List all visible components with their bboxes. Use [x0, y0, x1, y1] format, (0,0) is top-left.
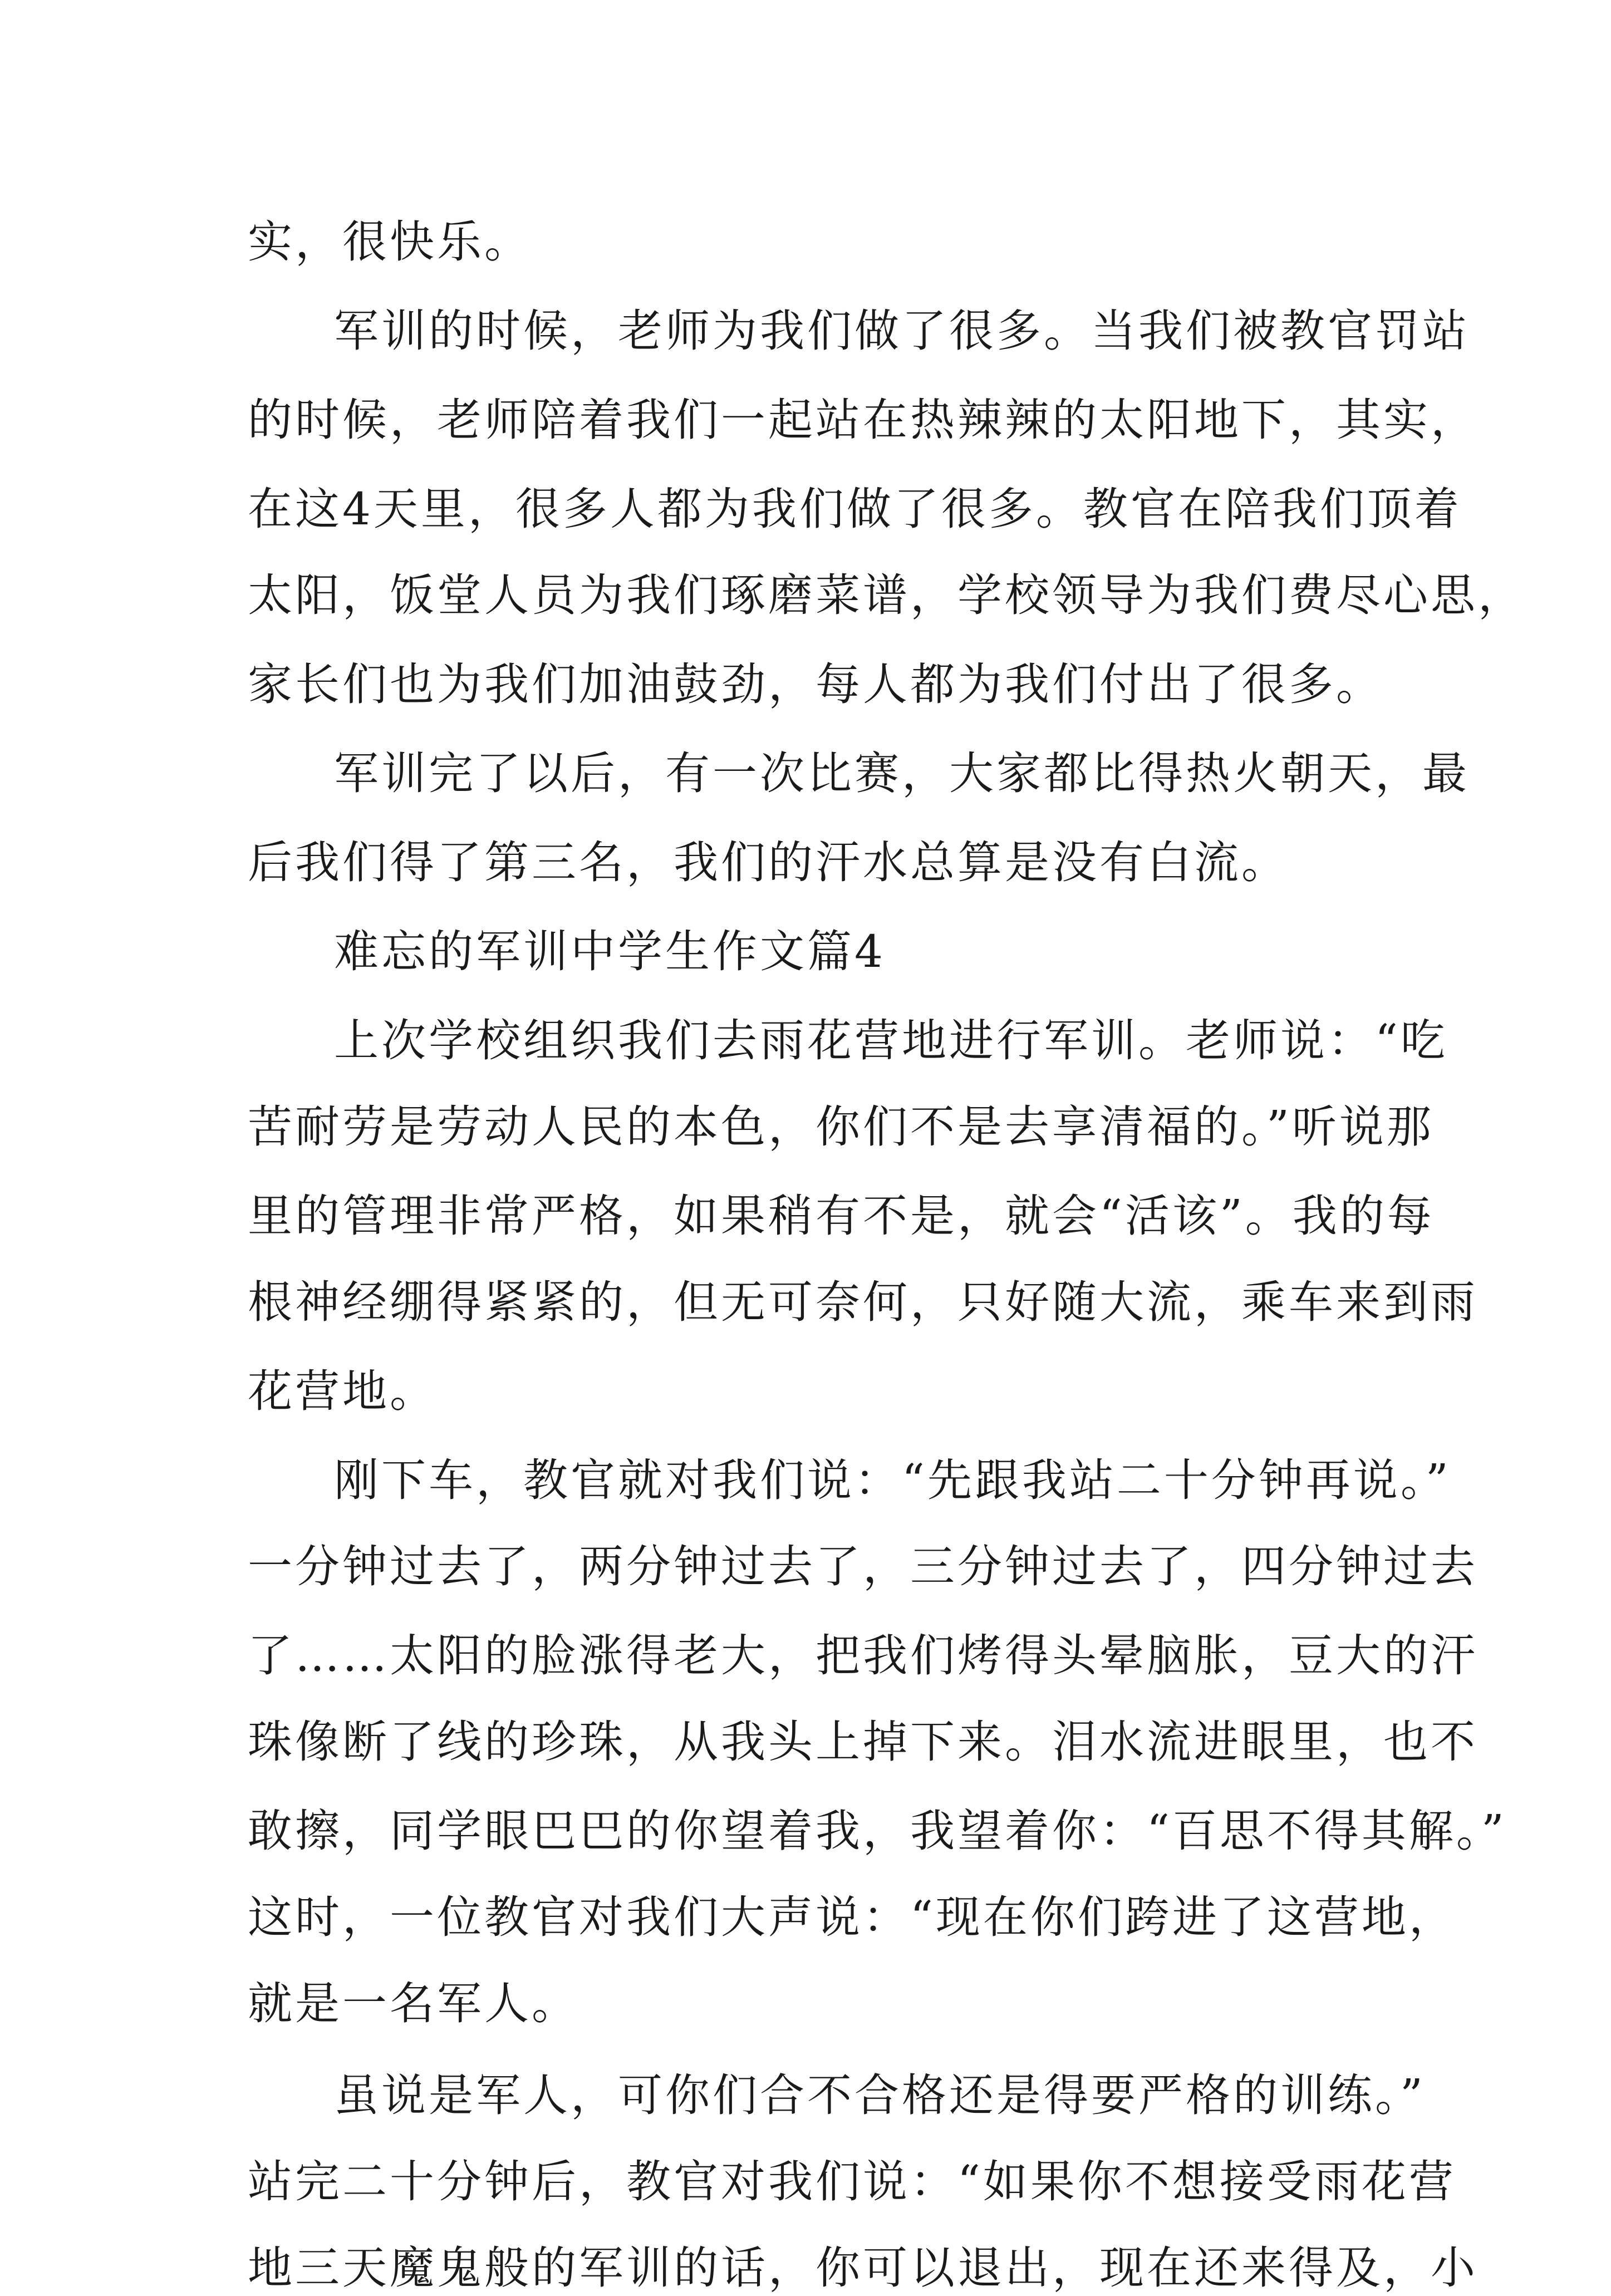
- text-line: 这时，一位教官对我们大声说：“现在你们跨进了这营地，: [248, 1891, 1456, 1943]
- text-line: 地三天魔鬼般的军训的话，你可以退出，现在还来得及，小: [248, 2242, 1478, 2294]
- text-line: 军训的时候，老师为我们做了很多。当我们被教官罚站: [334, 305, 1470, 357]
- text-line: 后我们得了第三名，我们的汗水总算是没有白流。: [248, 837, 1289, 888]
- text-line: 刚下车，教官就对我们说：“先跟我站二十分钟再说。”: [334, 1454, 1451, 1506]
- text-line: 苦耐劳是劳动人民的本色，你们不是去享清福的。”听说那: [248, 1101, 1434, 1153]
- text-line: 珠像断了线的珍珠，从我头上掉下来。泪水流进眼里，也不: [248, 1716, 1478, 1768]
- section-heading: 难忘的军训中学生作文篇4: [334, 926, 886, 977]
- text-line: 站完二十分钟后，教官对我们说：“如果你不想接受雨花营: [248, 2156, 1456, 2207]
- text-line: 花营地。: [248, 1365, 437, 1417]
- text-line: 上次学校组织我们去雨花营地进行军训。老师说：“吃: [334, 1015, 1448, 1066]
- text-line: 了……太阳的脸涨得老大，把我们烤得头晕脑胀，豆大的汗: [248, 1630, 1478, 1682]
- text-line: 一分钟过去了，两分钟过去了，三分钟过去了，四分钟过去: [248, 1541, 1478, 1592]
- text-line: 虽说是军人，可你们合不合格还是得要严格的训练。”: [334, 2069, 1426, 2121]
- text-line: 太阳，饭堂人员为我们琢磨菜谱，学校领导为我们费尽心思，: [248, 569, 1525, 621]
- text-line: 实，很快乐。: [248, 216, 532, 268]
- text-line: 里的管理非常严格，如果稍有不是，就会“活该”。我的每: [248, 1190, 1435, 1242]
- text-line: 在这4天里，很多人都为我们做了很多。教官在陪我们顶着: [248, 483, 1462, 535]
- text-line: 家长们也为我们加油鼓劲，每人都为我们付出了很多。: [248, 658, 1383, 710]
- text-line: 根神经绷得紧紧的，但无可奈何，只好随大流，乘车来到雨: [248, 1276, 1478, 1328]
- text-line: 军训完了以后，有一次比赛，大家都比得热火朝天，最: [334, 748, 1470, 799]
- text-line: 就是一名军人。: [248, 1978, 579, 2029]
- text-line: 的时候，老师陪着我们一起站在热辣辣的太阳地下，其实，: [248, 394, 1478, 446]
- text-line: 敢擦，同学眼巴巴的你望着我，我望着你：“百思不得其解。”: [248, 1805, 1507, 1857]
